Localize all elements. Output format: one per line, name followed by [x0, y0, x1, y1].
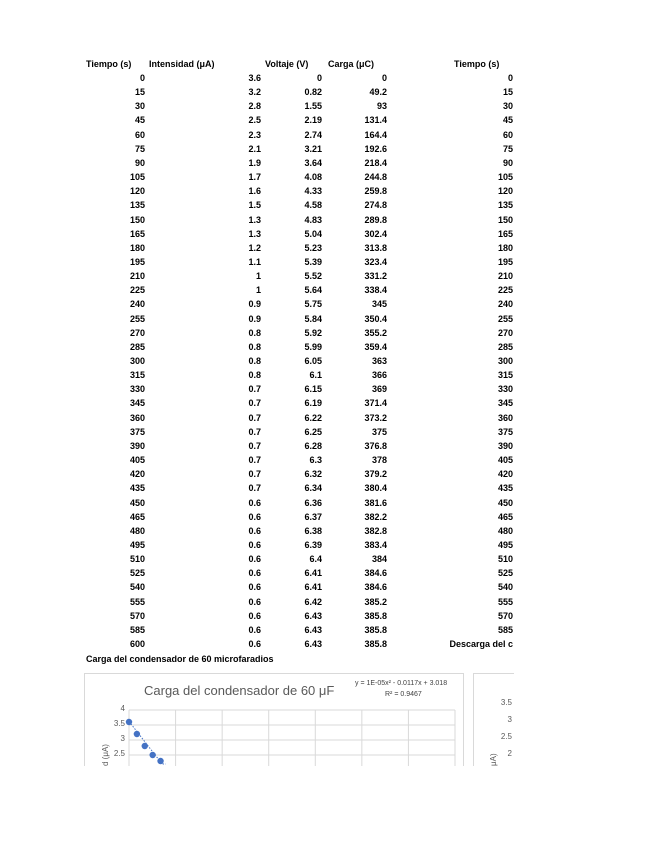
- chart-plot-area: [85, 674, 463, 766]
- data-point: [157, 758, 163, 764]
- table-cell-t: 45: [134, 115, 145, 126]
- table-cell-v: 6.28: [304, 440, 322, 451]
- table-cell-v: 6.15: [304, 384, 322, 395]
- table-cell-q: 376.8: [364, 440, 387, 451]
- table-cell-t2: 555: [497, 596, 513, 607]
- table-cell-v: 6.36: [304, 497, 322, 508]
- table-cell-i: 0.6: [248, 639, 261, 649]
- table-cell-t: 150: [129, 214, 145, 225]
- table-cell-t2: 495: [497, 539, 513, 550]
- table-cell-t: 330: [129, 384, 145, 395]
- table-cell-t: 375: [129, 426, 145, 437]
- table-cell-q: 164.4: [364, 129, 387, 140]
- table-cell-t: 345: [129, 398, 145, 409]
- table-cell-v: 3.64: [304, 157, 322, 168]
- table-cell-t: 555: [129, 596, 145, 607]
- table-cell-i: 0.7: [248, 398, 261, 409]
- table-cell-t: 0: [139, 73, 145, 83]
- table-cell-v: 5.84: [304, 313, 322, 324]
- table-cell-t2: 510: [497, 554, 513, 565]
- table-cell-i: 2.1: [248, 143, 261, 154]
- table-cell-q: 0: [381, 73, 387, 83]
- table-cell-i: 0.6: [248, 539, 261, 550]
- table-cell-q: 384.6: [364, 568, 387, 579]
- y-tick-label: 3: [120, 734, 125, 743]
- table-cell-i: 1.2: [248, 242, 261, 253]
- table-cell-t: 105: [129, 172, 145, 183]
- table-cell-q: 384: [371, 554, 387, 565]
- table-cell-i: 3.6: [248, 73, 261, 83]
- table-cell-t2: 120: [497, 186, 513, 197]
- table-cell-t: 435: [129, 483, 145, 494]
- table-cell-t: 420: [129, 469, 145, 480]
- table-cell-t2: 165: [497, 228, 513, 239]
- table-cell-v: 0: [316, 73, 322, 83]
- table-cell-t: 450: [129, 497, 145, 508]
- table-cell-t: 495: [129, 539, 145, 550]
- table-cell-i: 0.6: [248, 582, 261, 593]
- table-cell-q: 350.4: [364, 313, 387, 324]
- table-cell-i: 0.8: [248, 327, 261, 338]
- trendline: [129, 721, 166, 764]
- data-point: [134, 731, 140, 737]
- table-cell-i: 0.8: [248, 341, 261, 352]
- y-tick-label: 2.5: [500, 732, 512, 741]
- table-cell-q: 381.6: [364, 497, 387, 508]
- table-cell-q: 383.4: [364, 539, 387, 550]
- chart2-ylabel: μA): [489, 753, 498, 766]
- table-cell-v: 6.37: [304, 511, 322, 522]
- table-cell-t2: 90: [502, 157, 513, 168]
- table-cell-t2: 45: [502, 115, 513, 126]
- table-cell-t: 30: [134, 101, 145, 112]
- table-cell-i: 0.7: [248, 426, 261, 437]
- table-cell-q: 93: [376, 101, 387, 112]
- data-point: [142, 743, 148, 749]
- table-cell-t2: 300: [497, 356, 513, 366]
- table-cell-v: 0.82: [304, 87, 322, 98]
- table-cell-t: 465: [129, 511, 145, 522]
- table-cell-t: 15: [134, 87, 145, 98]
- table-cell-t: 210: [129, 271, 145, 282]
- table-cell-v: 5.92: [304, 327, 322, 338]
- table-cell-v: 6.43: [304, 610, 322, 621]
- table-cell-t: 480: [129, 525, 145, 536]
- table-cell-i: 0.8: [248, 356, 261, 366]
- table-cell-t: 270: [129, 327, 145, 338]
- table-cell-i: 0.6: [248, 568, 261, 579]
- table-cell-v: 5.04: [304, 228, 322, 239]
- table-cell-v: 3.21: [304, 143, 322, 154]
- table-cell-i: 0.6: [248, 525, 261, 536]
- table-cell-t: 390: [129, 440, 145, 451]
- table-cell-t2: 105: [497, 172, 513, 183]
- table-cell-t: 600: [129, 639, 145, 649]
- table-cell-t: 300: [129, 356, 145, 366]
- table-cell-v: 6.4: [309, 554, 322, 565]
- table-cell-t: 540: [129, 582, 145, 593]
- table-cell-v: 6.25: [304, 426, 322, 437]
- table-cell-t2: 345: [497, 398, 513, 409]
- table-cell-i: 0.6: [248, 624, 261, 635]
- table-cell-q: 384.6: [364, 582, 387, 593]
- table-cell-v: 6.1: [309, 370, 322, 381]
- table-cell-v: 5.52: [304, 271, 322, 282]
- y-tick-label: 3: [507, 715, 512, 724]
- table-cell-t2: 390: [497, 440, 513, 451]
- table-cell-i: 0.6: [248, 610, 261, 621]
- table-cell-q: 131.4: [364, 115, 387, 126]
- table-cell-i: 0.6: [248, 497, 261, 508]
- table-cell-t2: 195: [497, 256, 513, 267]
- table-cell-q: 385.8: [364, 610, 387, 621]
- table-cell-i: 0.9: [248, 299, 261, 310]
- table-cell-i: 1.3: [248, 228, 261, 239]
- table-cell-i: 0.9: [248, 313, 261, 324]
- table-cell-i: 1.5: [248, 200, 261, 211]
- table-cell-t: 75: [134, 143, 145, 154]
- table-cell-q: 378: [371, 455, 387, 466]
- table-cell-i: 0.7: [248, 469, 261, 480]
- table-cell-i: 0.6: [248, 511, 261, 522]
- table-cell-v: 6.43: [304, 624, 322, 635]
- table-cell-t2: 570: [497, 610, 513, 621]
- table-cell-t: 285: [129, 341, 145, 352]
- table-cell-i: 1.6: [248, 186, 261, 197]
- table-cell-q: 363: [371, 356, 387, 366]
- table-cell-i: 2.5: [248, 115, 261, 126]
- table-cell-t2: 450: [497, 497, 513, 508]
- table-cell-q: 338.4: [364, 285, 387, 296]
- table-cell-q: 385.2: [364, 596, 387, 607]
- charge-chart[interactable]: [84, 673, 464, 766]
- table-cell-q: 375: [371, 426, 387, 437]
- table-cell-v: 2.74: [304, 129, 322, 140]
- table-cell-i: 1.3: [248, 214, 261, 225]
- table-cell-t2: 150: [497, 214, 513, 225]
- table-cell-v: 6.43: [304, 639, 322, 649]
- table-cell-t2: 420: [497, 469, 513, 480]
- table-cell-i: 1: [255, 271, 261, 282]
- table-cell-t: 510: [129, 554, 145, 565]
- table-cell-i: 0.6: [248, 596, 261, 607]
- table-cell-t: 120: [129, 186, 145, 197]
- table-cell-t2: 375: [497, 426, 513, 437]
- table-cell-i: 0.7: [248, 440, 261, 451]
- table-cell-q: 345: [371, 299, 387, 310]
- table-cell-t: 135: [129, 200, 145, 211]
- data-point: [126, 719, 132, 725]
- header-tiempo-2: Tiempo (s): [454, 59, 500, 69]
- table-cell-v: 4.83: [304, 214, 322, 225]
- header-intensidad: Intensidad (μA): [149, 59, 215, 69]
- table-cell-i: 0.7: [248, 483, 261, 494]
- chart-title: Carga del condensador de 60 μF: [144, 683, 335, 698]
- table-cell-v: 6.41: [304, 582, 322, 593]
- table-cell-q: 259.8: [364, 186, 387, 197]
- table-cell-q: 192.6: [364, 143, 387, 154]
- table-cell-t: 525: [129, 568, 145, 579]
- table-cell-t2: 585: [497, 624, 513, 635]
- trendline-r2: R² = 0.9467: [385, 691, 422, 698]
- table-cell-t2: 75: [502, 143, 513, 154]
- table-cell-v: 6.22: [304, 412, 322, 423]
- table-cell-t2: 0: [507, 73, 513, 83]
- table-cell-i: 1.7: [248, 172, 261, 183]
- table-cell-q: 244.8: [364, 172, 387, 183]
- table-cell-v: 6.42: [304, 596, 322, 607]
- table-cell-v: 4.08: [304, 172, 322, 183]
- table-cell-q: 218.4: [364, 157, 387, 168]
- table-cell-t: 405: [129, 455, 145, 466]
- table-cell-t2: 135: [497, 200, 513, 211]
- table-cell-q: 379.2: [364, 469, 387, 480]
- table-cell-t2: 15: [502, 87, 513, 98]
- header-voltaje: Voltaje (V): [265, 59, 309, 69]
- table-cell-q: 302.4: [364, 228, 387, 239]
- table-cell-t2: 405: [497, 455, 513, 466]
- table-cell-t2: 540: [497, 582, 513, 593]
- table-cell-v: 6.34: [304, 483, 322, 494]
- table-cell-t2: 240: [497, 299, 513, 310]
- table-cell-t2: 435: [497, 483, 513, 494]
- table-cell-t: 180: [129, 242, 145, 253]
- table-cell-v: 5.39: [304, 256, 322, 267]
- table-cell-i: 1.1: [248, 256, 261, 267]
- table-cell-q: 49.2: [369, 87, 387, 98]
- y-tick-label: 2: [507, 749, 512, 758]
- table-cell-t2: 270: [497, 327, 513, 338]
- table-cell-q: 380.4: [364, 483, 387, 494]
- table-cell-q: 313.8: [364, 242, 387, 253]
- table-cell-v: 6.32: [304, 469, 322, 480]
- table-cell-q: 331.2: [364, 271, 387, 282]
- table-cell-q: 385.8: [364, 639, 387, 649]
- table-cell-t: 255: [129, 313, 145, 324]
- table-cell-q: 373.2: [364, 412, 387, 423]
- table-cell-v: 6.38: [304, 525, 322, 536]
- table-cell-t2: 360: [497, 412, 513, 423]
- table-cell-q: 355.2: [364, 327, 387, 338]
- header-tiempo: Tiempo (s): [86, 59, 132, 69]
- table-cell-t2: 210: [497, 271, 513, 282]
- table-cell-q: 382.8: [364, 525, 387, 536]
- header-carga: Carga (μC): [328, 59, 375, 69]
- table-cell-t: 585: [129, 624, 145, 635]
- table-cell-t: 315: [129, 370, 145, 381]
- table-cell-t2: 180: [497, 242, 513, 253]
- table-cell-t2: 30: [502, 101, 513, 112]
- y-tick-label: 3.5: [500, 698, 512, 707]
- y-tick-label: 3.5: [113, 719, 125, 728]
- table-cell-t: 165: [129, 228, 145, 239]
- table-cell-t2: Descarga del c: [449, 639, 513, 649]
- table-cell-t: 240: [129, 299, 145, 310]
- table-cell-q: 323.4: [364, 256, 387, 267]
- table-cell-q: 274.8: [364, 200, 387, 211]
- table-cell-q: 359.4: [364, 341, 387, 352]
- table-cell-q: 385.8: [364, 624, 387, 635]
- table-cell-t: 570: [129, 610, 145, 621]
- table-cell-t: 60: [134, 129, 145, 140]
- table-cell-t2: 480: [497, 525, 513, 536]
- table-cell-v: 4.58: [304, 200, 322, 211]
- table-cell-i: 0.8: [248, 370, 261, 381]
- table-cell-v: 5.23: [304, 242, 322, 253]
- table-cell-i: 2.3: [248, 129, 261, 140]
- table-cell-i: 0.7: [248, 384, 261, 395]
- table-cell-v: 6.05: [304, 356, 322, 366]
- y-tick-label: 4: [120, 704, 125, 713]
- table-cell-t2: 315: [497, 370, 513, 381]
- table-cell-v: 6.41: [304, 568, 322, 579]
- table-cell-v: 2.19: [304, 115, 322, 126]
- table-cell-t: 90: [134, 157, 145, 168]
- table-cell-t: 195: [129, 256, 145, 267]
- table-cell-t2: 225: [497, 285, 513, 296]
- table-cell-q: 289.8: [364, 214, 387, 225]
- table-cell-i: 1.9: [248, 157, 261, 168]
- table-cell-t2: 525: [497, 568, 513, 579]
- chart-caption: Carga del condensador de 60 microfaradios: [86, 654, 274, 664]
- table-cell-t2: 60: [502, 129, 513, 140]
- table-cell-t2: 285: [497, 341, 513, 352]
- chart-ylabel: d (μA): [101, 744, 110, 766]
- table-cell-q: 371.4: [364, 398, 387, 409]
- table-cell-t2: 330: [497, 384, 513, 395]
- table-cell-i: 0.7: [248, 455, 261, 466]
- table-cell-i: 1: [255, 285, 261, 296]
- table-cell-v: 5.75: [304, 299, 322, 310]
- table-cell-v: 6.39: [304, 539, 322, 550]
- table-cell-q: 369: [371, 384, 387, 395]
- table-cell-i: 3.2: [248, 87, 261, 98]
- table-cell-i: 0.6: [248, 554, 261, 565]
- table-cell-q: 366: [371, 370, 387, 381]
- table-cell-v: 6.19: [304, 398, 322, 409]
- table-cell-v: 5.64: [304, 285, 322, 296]
- discharge-chart[interactable]: [473, 673, 514, 766]
- table-cell-t: 225: [129, 285, 145, 296]
- table-cell-v: 5.99: [304, 341, 322, 352]
- table-cell-i: 2.8: [248, 101, 261, 112]
- table-cell-t2: 465: [497, 511, 513, 522]
- trendline-equation: y = 1E-05x² - 0.0117x + 3.018: [355, 680, 448, 687]
- table-cell-i: 0.7: [248, 412, 261, 423]
- table-cell-v: 4.33: [304, 186, 322, 197]
- table-cell-v: 1.55: [304, 101, 322, 112]
- table-cell-v: 6.3: [309, 455, 322, 466]
- table-cell-q: 382.2: [364, 511, 387, 522]
- data-point: [149, 752, 155, 758]
- y-tick-label: 2.5: [113, 749, 125, 758]
- table-cell-t2: 255: [497, 313, 513, 324]
- table-cell-t: 360: [129, 412, 145, 423]
